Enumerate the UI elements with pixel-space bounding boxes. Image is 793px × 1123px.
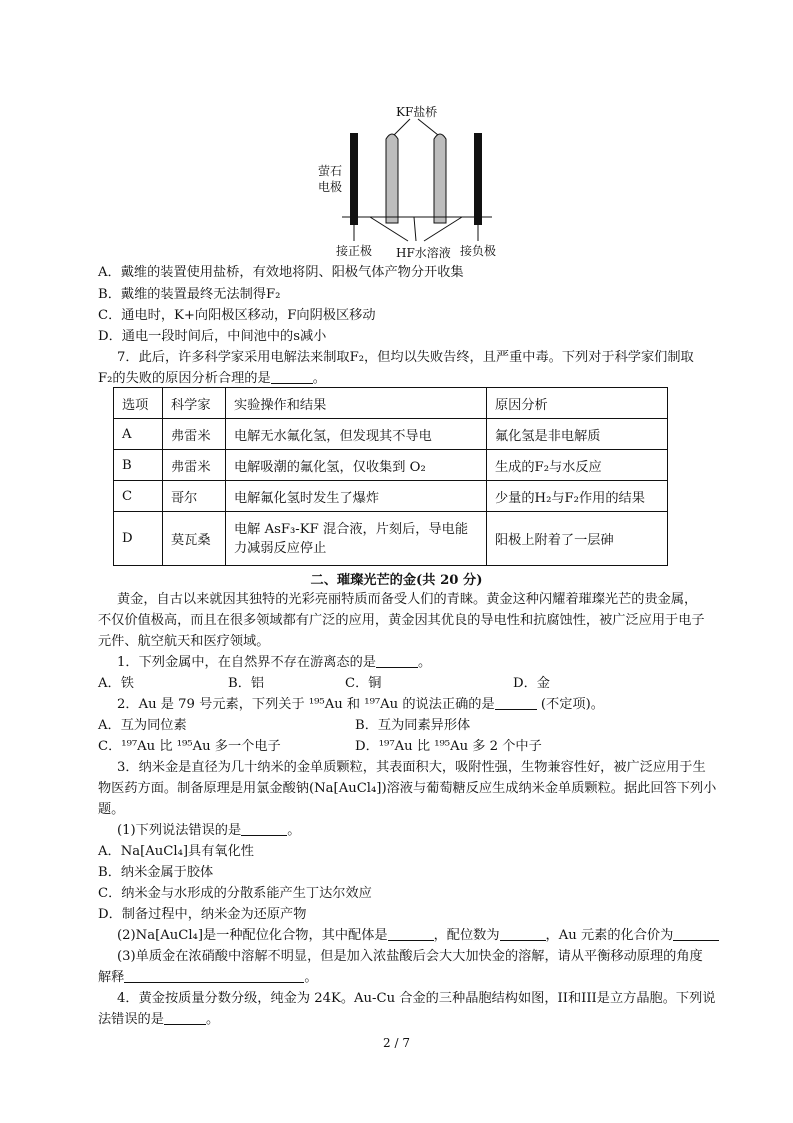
q6-option-b: B．戴维的装置最终无法制得F₂: [98, 287, 281, 302]
q7-stem-line1: 7．此后，许多科学家采用电解法来制取F₂，但均以失败告终，且严重中毒。下列对于科学家们制取: [117, 350, 694, 365]
table-cell: 弗雷米: [163, 419, 226, 450]
hf-solution-label: HF水溶液: [396, 246, 451, 260]
page-number: 2 / 7: [383, 1036, 410, 1050]
table-cell: A: [114, 419, 163, 450]
table-cell: 生成的F₂与水反应: [487, 450, 668, 481]
salt-bridge-right: [434, 134, 446, 223]
table-cell: 电解吸潮的氟化氢，仅收集到 O₂: [226, 450, 487, 481]
table-cell: 电解无水氟化氢，但发现其不导电: [226, 419, 487, 450]
answer-blank[interactable]: [500, 926, 546, 941]
table-cell: D: [114, 512, 163, 566]
table-cell: B: [114, 450, 163, 481]
answer-blank[interactable]: [164, 1010, 206, 1025]
q6-option-d: D．通电一段时间后，中间池中的s减小: [98, 329, 327, 344]
table-header-cell: 实验操作和结果: [226, 388, 487, 419]
q3-stem-line1: 3．纳米金是直径为几十纳米的金单质颗粒，其表面积大，吸附性强，生物兼容性好，被广泛应用于生: [117, 760, 706, 775]
answer-blank[interactable]: [241, 821, 287, 836]
answer-blank[interactable]: [495, 695, 537, 710]
table-cell: 弗雷米: [163, 450, 226, 481]
salt-bridge-label: KF盐桥: [396, 105, 438, 119]
q2-options-row2: [98, 737, 542, 757]
q3-1-stem: (1)下列说法错误的是 。: [117, 823, 301, 838]
q3-1-option-c: C．纳米金与水形成的分散系能产生丁达尔效应: [98, 886, 372, 901]
q2-options-row1: [98, 716, 470, 736]
q1-options: [98, 674, 550, 694]
q2-option-a: A．互为同位素: [98, 718, 187, 733]
electrode-label-2: 电极: [318, 180, 343, 194]
q6-option-c: C．通电时，K+向阳极区移动，F向阴极区移动: [98, 308, 376, 323]
table-row: [114, 512, 668, 566]
table-header-cell: 科学家: [163, 388, 226, 419]
q3-1-option-d: D．制备过程中，纳米金为还原产物: [98, 907, 307, 922]
table-cell: 氟化氢是非电解质: [487, 419, 668, 450]
q2-option-b: B．互为同素异形体: [355, 718, 471, 733]
q4-stem-line1: 4．黄金按质量分数分级，纯金为 24K。Au-Cu 合金的三种晶胞结构如图，II和III是立方晶胞。下列说: [117, 991, 716, 1006]
electrode-label-1: 萤石: [318, 164, 343, 178]
answer-blank[interactable]: [124, 968, 304, 983]
table-row: [114, 450, 668, 481]
q3-stem-line3: 题。: [98, 802, 125, 817]
q2-option-d: D．¹⁹⁷Au 比 ¹⁹⁵Au 多 2 个中子: [355, 739, 542, 754]
q3-3-stem-line1: (3)单质金在浓硝酸中溶解不明显，但是加入浓盐酸后会大大加快金的溶解，请从平衡移动原理的角度: [117, 949, 703, 964]
table-row: [114, 419, 668, 450]
negative-terminal-label: 接负极: [460, 244, 497, 258]
section-title: 二、璀璨光芒的金(共 20 分): [310, 573, 483, 588]
table-cell: 电解氟化氢时发生了爆炸: [226, 481, 487, 512]
q3-1-option-b: B．纳米金属于胶体: [98, 865, 214, 880]
q6-option-a: A．戴维的装置使用盐桥，有效地将阴、阳极气体产物分开收集: [98, 265, 464, 280]
answer-blank[interactable]: [376, 653, 418, 668]
intro-line2: 不仅价值极高，而且在很多领域都有广泛的应用，黄金因其优良的导电性和抗腐蚀性，被广泛应用于电子: [98, 613, 705, 628]
q4-stem-line2: 法错误的是 。: [98, 1012, 220, 1027]
q3-1-option-a: A．Na[AuCl₄]具有氧化性: [98, 844, 254, 859]
salt-bridge-left: [386, 134, 398, 223]
answer-blank[interactable]: [388, 926, 434, 941]
q7-stem-line2: F₂的失败的原因分析合理的是 。: [98, 371, 326, 386]
table-cell: 阳极上附着了一层砷: [487, 512, 668, 566]
table-cell: 哥尔: [163, 481, 226, 512]
q1-option-b: B．铝: [228, 676, 265, 691]
q3-stem-line2: 物医药方面。制备原理是用氯金酸钠(Na[AuCl₄])溶液与葡萄糖反应生成纳米金单质颗粒。据此回答下列小: [98, 781, 717, 796]
table-row: [114, 481, 668, 512]
q1-option-d: D．金: [513, 676, 550, 691]
intro-line1: 黄金，自古以来就因其独特的光彩亮丽特质而备受人们的青睐。黄金这种闪耀着璀璨光芒的贵金属，: [117, 592, 698, 607]
table-header-cell: 选项: [114, 388, 163, 419]
scientists-table: [113, 387, 668, 566]
q1-option-c: C．铜: [345, 676, 382, 691]
table-cell: 少量的H₂与F₂作用的结果: [487, 481, 668, 512]
table-cell: 莫瓦桑: [163, 512, 226, 566]
table-header-row: [114, 388, 668, 419]
answer-blank[interactable]: [271, 369, 313, 384]
fluorite-electrode: [350, 133, 358, 225]
table-header-cell: 原因分析: [487, 388, 668, 419]
table-cell: C: [114, 481, 163, 512]
table-cell: 电解 AsF₃-KF 混合液，片刻后，导电能力减弱反应停止: [226, 512, 487, 566]
q2-option-c: C．¹⁹⁷Au 比 ¹⁹⁵Au 多一个电子: [98, 739, 281, 754]
q1-option-a: A．铁: [98, 676, 134, 691]
intro-line3: 元件、航空航天和医疗领域。: [98, 634, 270, 649]
positive-terminal-label: 接正极: [336, 244, 373, 258]
electrolysis-figure: [318, 95, 510, 265]
q3-2-stem: (2)Na[AuCl₄]是一种配位化合物，其中配体是 ，配位数为 ，Au 元素的化合价为: [117, 926, 719, 946]
q1-stem: 1．下列金属中，在自然界不存在游离态的是 。: [117, 655, 432, 670]
q3-3-stem-line2: 解释 。: [98, 970, 318, 985]
answer-blank[interactable]: [673, 926, 719, 941]
q2-stem: 2．Au 是 79 号元素，下列关于 ¹⁹⁵Au 和 ¹⁹⁷Au 的说法正确的是 (不定项)。: [117, 697, 604, 712]
right-electrode: [474, 133, 482, 225]
